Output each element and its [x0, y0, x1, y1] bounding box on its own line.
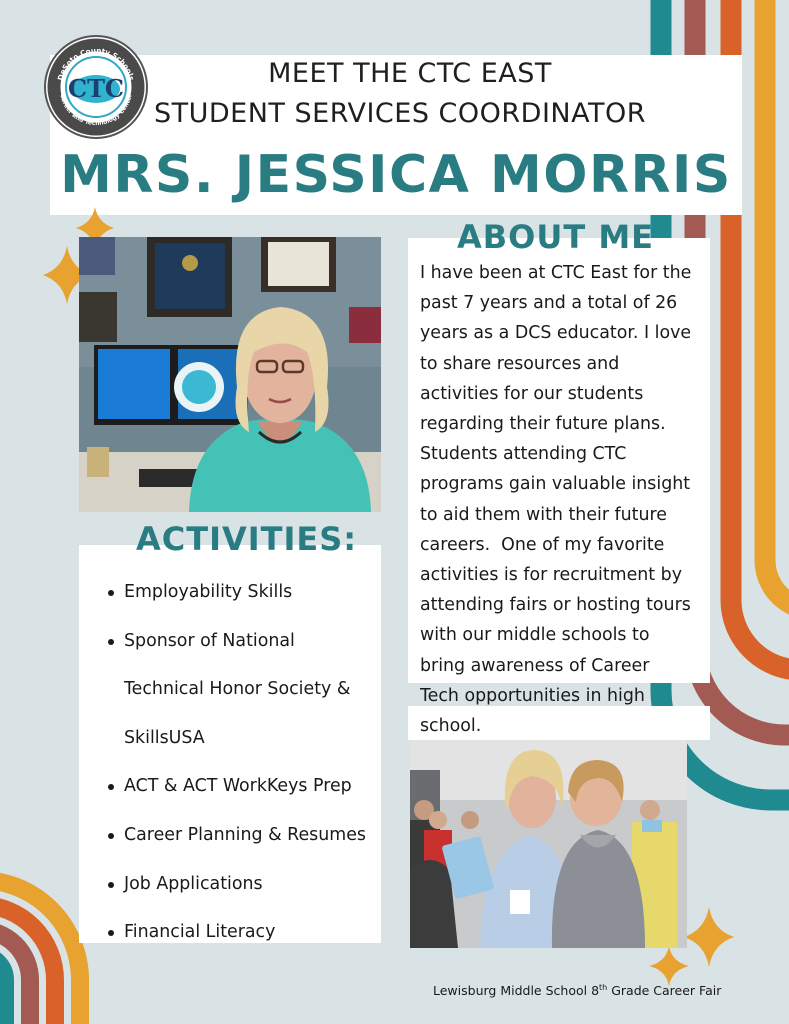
about-line: programs gain valuable insight [420, 474, 691, 495]
logo-top-text: DeSoto County Schools [55, 45, 137, 82]
about-line: to share resources and [420, 353, 620, 374]
about-line: bring awareness of Career [420, 655, 650, 676]
about-me-title: ABOUT ME [457, 218, 655, 256]
list-item-continuation: Technical Honor Society & [124, 679, 351, 700]
about-line: activities is for recruitment by [420, 565, 682, 586]
about-line: to aid them with their future [420, 504, 667, 525]
career-fair-photo [410, 740, 687, 948]
list-item: Career Planning & Resumes [108, 811, 378, 860]
logo-bottom-text: Career and Technology Center [58, 93, 134, 128]
list-item: ACT & ACT WorkKeys Prep [108, 762, 378, 811]
list-item: Sponsor of National [108, 617, 378, 666]
about-line: with our middle schools to [420, 625, 650, 646]
logo-center-text: CTC [67, 74, 125, 103]
sparkle-icon [649, 946, 689, 986]
photo-caption: Lewisburg Middle School 8th Grade Career Fair [433, 983, 722, 999]
list-item: Employability Skills [108, 568, 378, 617]
about-line: years as a DCS educator. I love [420, 323, 692, 344]
about-line: attending fairs or hosting tours [420, 595, 691, 616]
portrait-illustration [79, 237, 381, 512]
header-line-1: MEET THE CTC EAST [268, 58, 552, 89]
about-me-text [420, 258, 712, 741]
activities-list [108, 568, 378, 957]
sparkle-icon [684, 907, 734, 967]
coordinator-name: MRS. JESSICA MORRIS [60, 145, 732, 205]
about-line: regarding their future plans. [420, 414, 666, 435]
about-line: careers. One of my favorite [420, 534, 665, 555]
about-line: past 7 years and a total of 26 [420, 293, 678, 314]
list-item: Financial Literacy [108, 908, 378, 957]
header-line-2: STUDENT SERVICES COORDINATOR [153, 98, 646, 129]
list-item-continuation: SkillsUSA [124, 727, 205, 748]
about-line: I have been at CTC East for the [420, 263, 692, 283]
about-line: school. [420, 716, 482, 737]
about-line: Tech opportunities in high [420, 685, 645, 706]
career-fair-illustration [410, 740, 687, 948]
about-line: activities for our students [420, 383, 644, 404]
list-item: Job Applications [108, 860, 378, 909]
coordinator-portrait-photo [79, 237, 381, 512]
about-line: Students attending CTC [420, 444, 627, 465]
activities-title: ACTIVITIES: [136, 520, 358, 558]
